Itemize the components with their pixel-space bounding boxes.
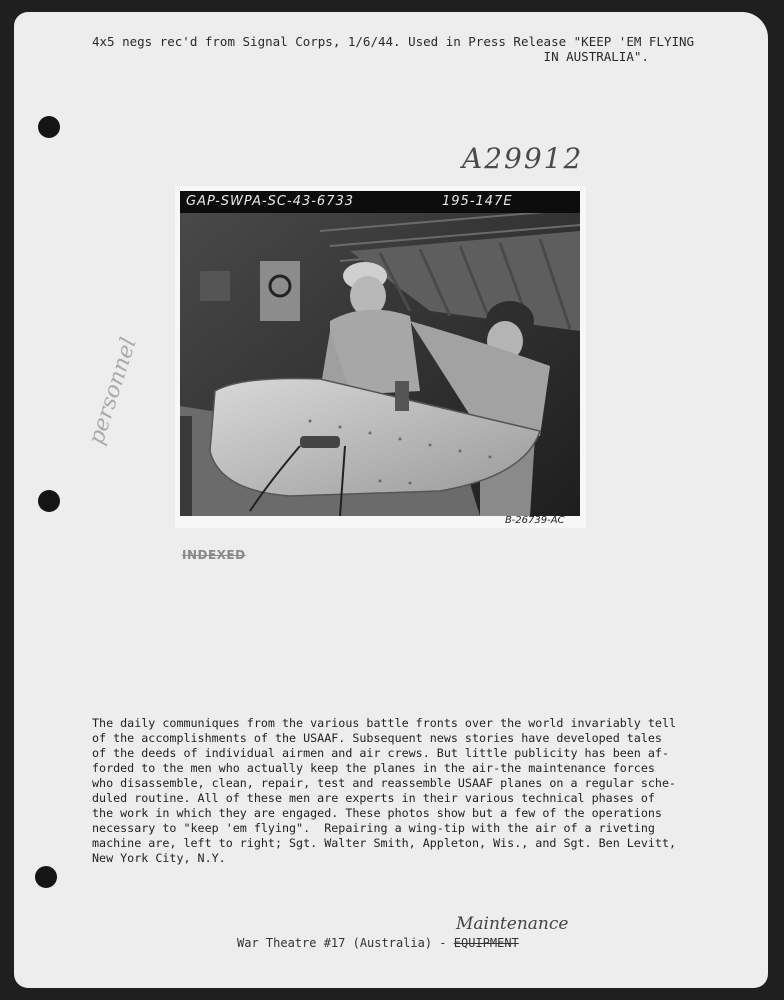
photo-bottom-code: B-26739-AC xyxy=(505,515,565,526)
punch-hole-middle xyxy=(38,490,60,512)
footer-category: EQUIPMENT xyxy=(453,936,519,950)
punch-hole-bottom xyxy=(35,866,57,888)
punch-hole-top xyxy=(38,116,60,138)
indexed-stamp: INDEXED xyxy=(182,548,246,562)
maintenance-note: Maintenance xyxy=(456,914,569,934)
margin-note: personnel xyxy=(84,334,142,448)
photograph xyxy=(180,191,580,516)
negative-code-right: 195-147E xyxy=(442,194,513,209)
archive-number: A29912 xyxy=(462,142,584,175)
caption: The daily communiques from the various battle fronts over the world invariably tell of the accomplishments of the USAAF. Subsequent news stories have developed tales of the deeds of individual airmen and air crews. But little publicity has been af- forded to the men who actually keep the planes in the air-the maintenance forces who disassemble, clean, repair, test and reassemble USAAF planes on a regular sche- duled routine. All of these men are experts in their various technical phases of the work in which they are engaged. These photos show but a few of the operations necessary to "keep 'em flying". Repairing a wing-tip with the air of a riveting machine are, left to right; Sgt. Walter Smith, Appleton, Wis., and Sgt. Ben Levitt, New York City, N.Y. xyxy=(92,716,677,865)
footer xyxy=(237,936,519,950)
header-note: 4x5 negs rec'd from Signal Corps, 1/6/44. Used in Press Release "KEEP 'EM FLYING IN AUSTRALIA". xyxy=(92,34,695,64)
negative-code-left: GAP-SWPA-SC-43-6733 xyxy=(186,194,355,209)
photo-illustration xyxy=(180,191,580,516)
footer-label: War Theatre #17 (Australia) - xyxy=(237,936,454,950)
photo-frame xyxy=(175,186,586,528)
